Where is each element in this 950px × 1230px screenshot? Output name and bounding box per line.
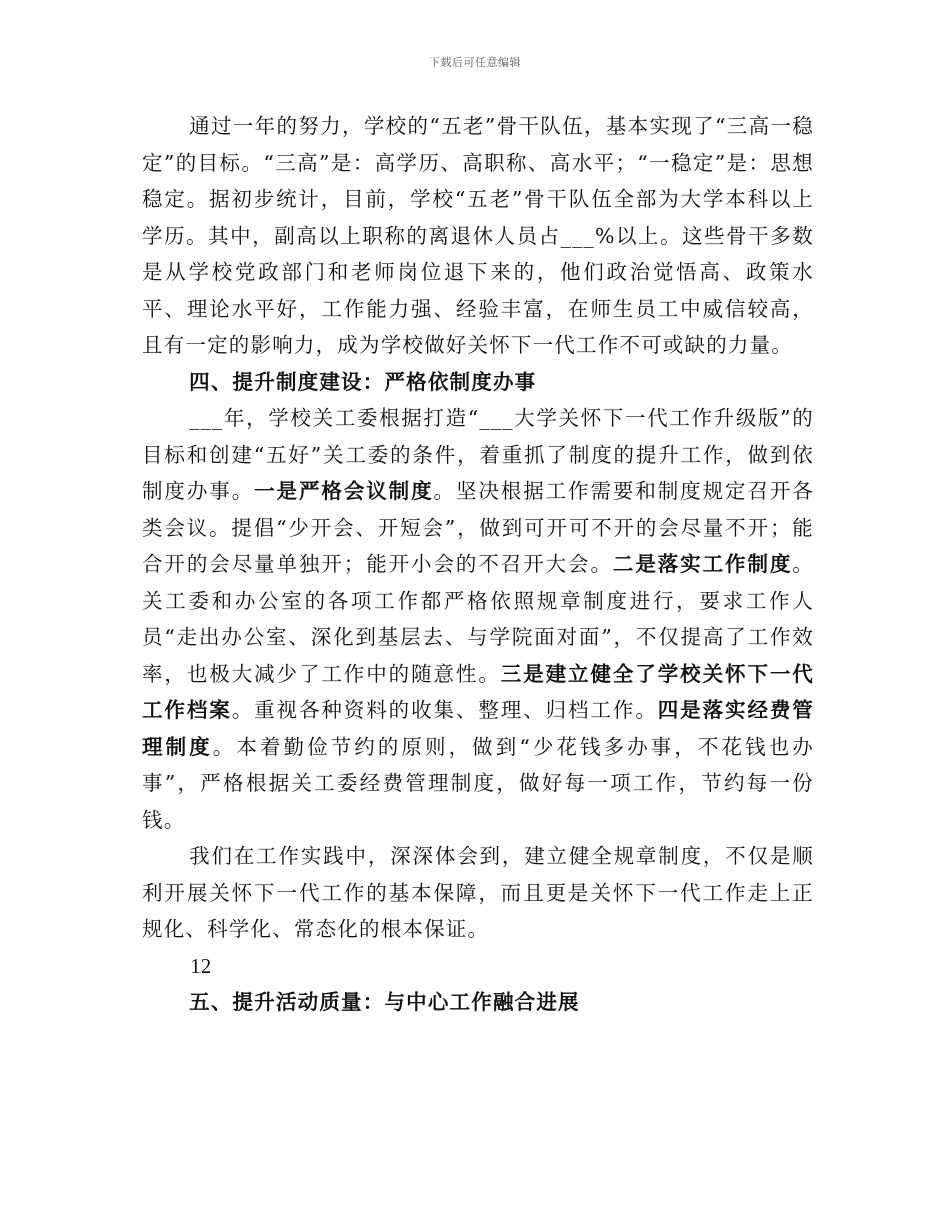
section-heading-4: 四、提升制度建设：严格依制度办事 — [189, 369, 537, 394]
section-heading-5: 五、提升活动质量：与中心工作融合进展 — [189, 990, 580, 1014]
emphasis-fund-management: 四是落实经费管理制度 — [142, 698, 814, 759]
text-span: 。本着勤俭节约的原则，做到“少花钱多办事，不花钱也办事”，严格根据关工委经费管理制度，做好每一项工作，节约每一份钱。 — [142, 734, 814, 832]
paragraph-backbone-team: 通过一年的努力，学校的“五老”骨干队伍，基本实现了“三高一稳定”的目标。“三高”是：高学历、高职称、高水平；“一稳定”是：思想稳定。据初步统计，目前，学校“五老”骨干队伍全部为大学本科以上学历。其中，副高以上职称的离退休人员占___%以上。这些骨干多数是从学校党政部门和老师岗位退下来的，他们政治觉悟高、政策水平、理论水平好，工作能力强、经验丰富，在师生员工中威信较高，且有一定的影响力，成为学校做好关怀下一代工作不可或缺的力量。 — [142, 114, 814, 357]
emphasis-meeting-system: 一是严格会议制度 — [254, 479, 434, 503]
emphasis-archive: 三是建立健全了学校关怀下一代工作档案 — [142, 661, 814, 722]
document-body — [142, 108, 814, 1021]
text-span: 。重视各种资料的收集、整理、归档工作。 — [231, 698, 658, 722]
text-span: 。坚决根据工作需要和制度规定召开各类会议。提倡“少开会、开短会”，做到可开可不开的会尽量不开；能合开的会尽量单独开；能开小会的不召开大会。 — [142, 479, 814, 576]
paragraph-number: 12 — [190, 953, 212, 978]
paragraph-experience: 我们在工作实践中，深深体会到，建立健全规章制度，不仅是顺利开展关怀下一代工作的基本保障，而且更是关怀下一代工作走上正规化、科学化、常态化的根本保证。 — [142, 844, 814, 941]
text-span: ___年，学校关工委根据打造“___大学关怀下一代工作升级版”的目标和创建“五好”关工委的条件，着重抓了制度的提升工作，做到依制度办事。 — [142, 406, 814, 503]
page-header-note: 下载后可任意编辑 — [429, 56, 521, 69]
paragraph-system-building — [142, 400, 814, 838]
emphasis-work-system: 二是落实工作制度 — [612, 552, 793, 576]
text-span: 。关工委和办公室的各项工作都严格依照规章制度进行，要求工作人员“走出办公室、深化到基层去、与学院面对面”，不仅提高了工作效率，也极大减少了工作中的随意性。 — [142, 552, 814, 686]
